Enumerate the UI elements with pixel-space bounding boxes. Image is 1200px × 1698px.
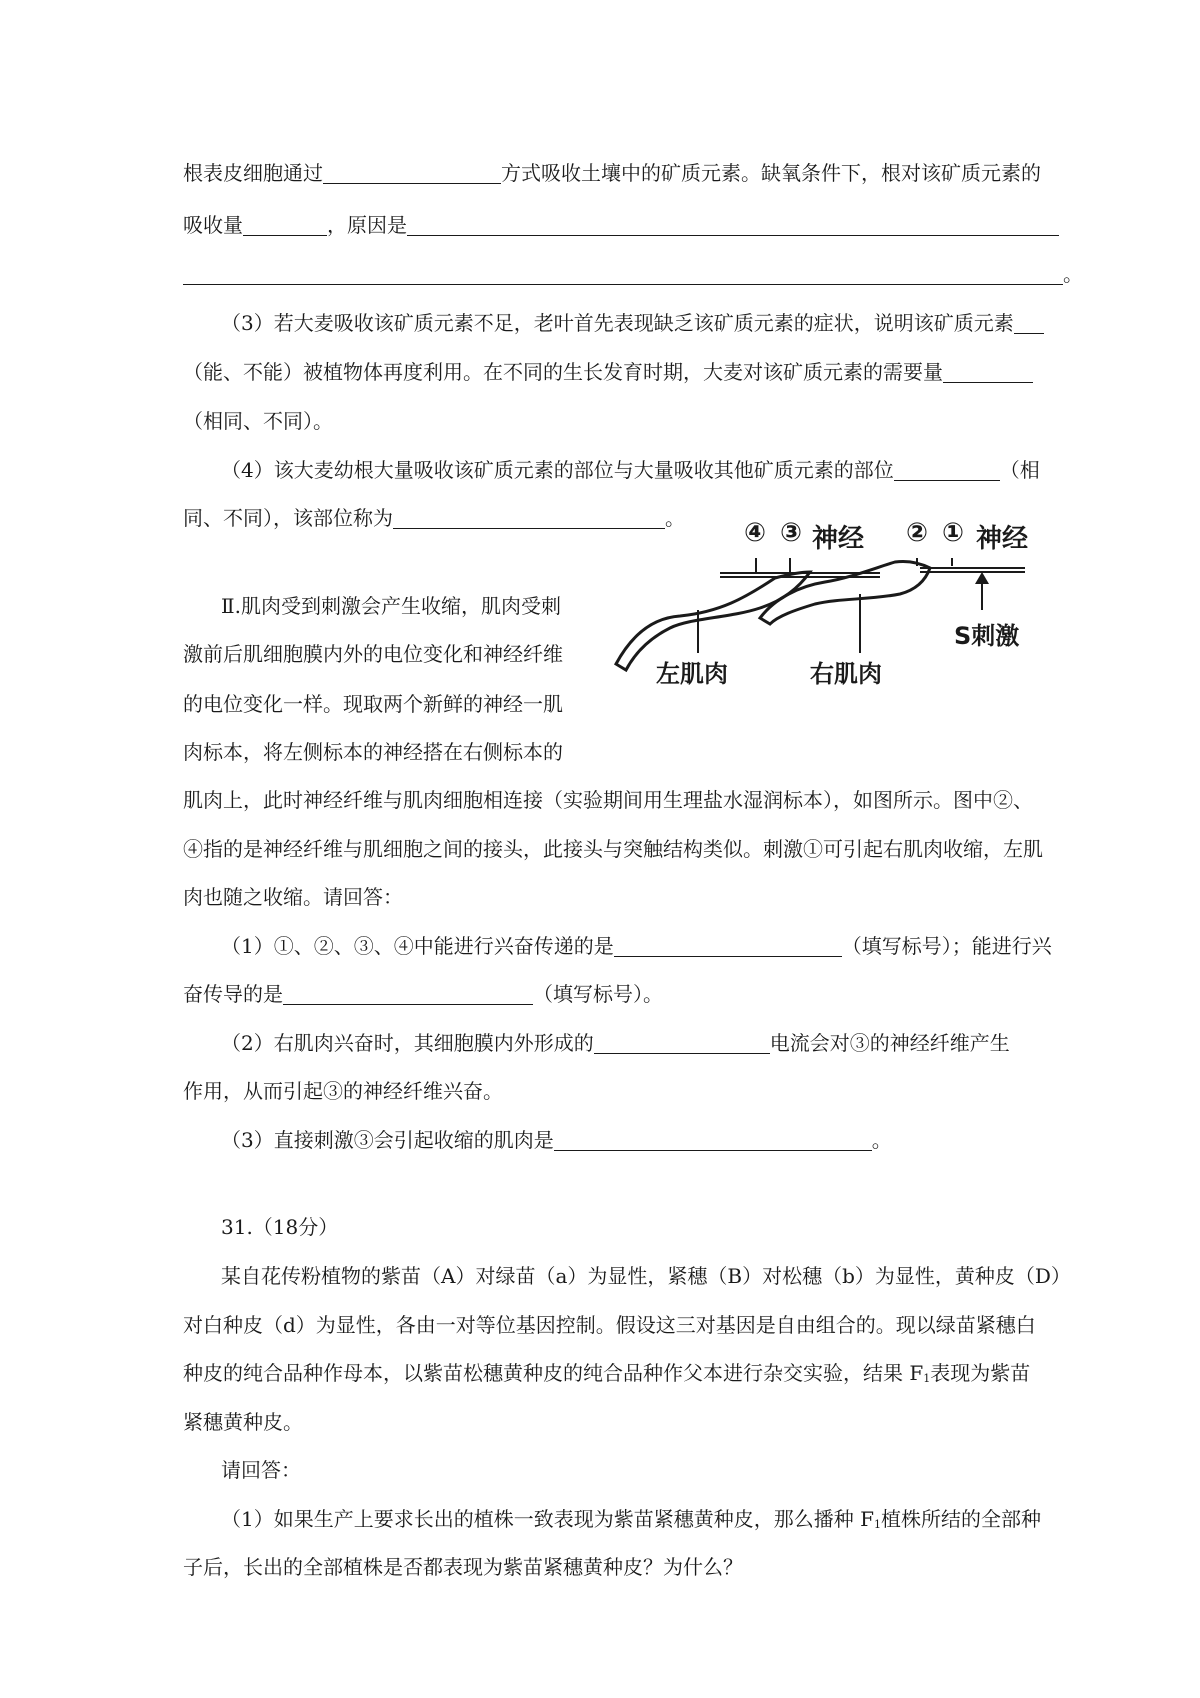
text: 。 (1063, 262, 1083, 286)
text: 激前后肌细胞膜内外的电位变化和神经纤维 (183, 642, 563, 666)
part2-q3-line-1 (221, 1126, 892, 1154)
q3-line-1 (221, 309, 1044, 337)
q31-line-4 (183, 1408, 303, 1436)
text: （相同、不同）。 (183, 409, 333, 433)
text: （3）直接刺激③会引起收缩的肌肉是 (221, 1128, 554, 1152)
q31-q1-line-2 (183, 1553, 743, 1581)
text: （1）如果生产上要求长出的植株一致表现为紫苗紧穗黄种皮，那么播种 F (221, 1507, 874, 1531)
answer-blank[interactable] (393, 508, 665, 529)
part2-intro-line-6 (183, 835, 1043, 863)
answer-blank[interactable] (894, 460, 1000, 481)
q3-line-3 (183, 407, 333, 435)
part2-intro-line-3 (183, 690, 563, 718)
q31-q1-line-1 (221, 1505, 1041, 1539)
answer-blank[interactable] (323, 163, 501, 184)
text: ，原因是 (327, 213, 407, 237)
text: 。 (665, 506, 685, 530)
diagram-label-3: ③ (780, 518, 803, 548)
part2-intro-line-1 (221, 592, 561, 620)
text: 对白种皮（d）为显性，各由一对等位基因控制。假设这三对基因是自由组合的。现以绿苗紧穗白 (183, 1313, 1036, 1337)
text: 肌肉上，此时神经纤维与肌肉细胞相连接（实验期间用生理盐水湿润标本），如图所示。图中②、 (183, 788, 1033, 812)
stimulus-arrow-head (975, 572, 989, 584)
text: 。 (871, 1128, 892, 1152)
text: 肉也随之收缩。请回答： (183, 885, 403, 909)
answer-blank[interactable] (943, 362, 1033, 383)
part2-intro-line-2 (183, 640, 563, 668)
text: 作用，从而引起③的神经纤维兴奋。 (183, 1079, 503, 1103)
text: ④指的是神经纤维与肌细胞之间的接头，此接头与突触结构类似。刺激①可引起右肌肉收缩，左肌 (183, 837, 1043, 861)
text: 的电位变化一样。现取两个新鲜的神经一肌 (183, 692, 563, 716)
q3-line-2 (183, 358, 1033, 386)
text: 奋传导的是 (183, 982, 283, 1006)
text: 植株所结的全部种 (880, 1507, 1041, 1531)
label-right-muscle: 右肌肉 (810, 660, 882, 688)
q31-header (221, 1213, 338, 1241)
answer-blank[interactable] (594, 1033, 770, 1054)
text: 子后，长出的全部植株是否都表现为紫苗紧穗黄种皮？为什么？ (183, 1555, 743, 1579)
text: （4）该大麦幼根大量吸收该矿质元素的部位与大量吸收其他矿质元素的部位 (221, 458, 894, 482)
part2-q2-line-2 (183, 1077, 503, 1105)
label-stimulus: S刺激 (954, 622, 1020, 650)
text: 方式吸收土壤中的矿质元素。缺氧条件下，根对该矿质元素的 (501, 161, 1041, 185)
part2-intro-line-5 (183, 786, 1033, 814)
answer-blank[interactable] (283, 984, 533, 1005)
q31-line-3 (183, 1359, 1030, 1393)
text: 种皮的纯合品种作母本，以紫苗松穗黄种皮的纯合品种作父本进行杂交实验，结果 F (183, 1361, 924, 1385)
q2-line-2 (183, 211, 1059, 239)
q31-line-1 (221, 1262, 1071, 1290)
text: （3）若大麦吸收该矿质元素不足，老叶首先表现缺乏该矿质元素的症状，说明该矿质元素 (221, 311, 1014, 335)
text: （能、不能）被植物体再度利用。在不同的生长发育时期，大麦对该矿质元素的需要量 (183, 360, 943, 384)
text: 请回答： (221, 1458, 301, 1482)
text: （2）右肌肉兴奋时，其细胞膜内外形成的 (221, 1031, 594, 1055)
part2-intro-line-4 (183, 738, 563, 766)
text: 31.（18分） (221, 1215, 339, 1239)
text: 表现为紫苗 (930, 1361, 1031, 1385)
subscript: 1 (873, 1518, 881, 1531)
diagram-label-nerve-left: 神经 (812, 524, 865, 554)
diagram-label-4: ④ (744, 518, 767, 548)
q4-line-1 (221, 456, 1040, 484)
q2-line-3 (183, 260, 1083, 288)
label-left-muscle: 左肌肉 (656, 660, 728, 688)
q31-line-2 (183, 1311, 1036, 1339)
answer-blank[interactable] (183, 264, 1063, 285)
text: 同、不同），该部位称为 (183, 506, 393, 530)
diagram-label-nerve-right: 神经 (976, 524, 1029, 554)
text: Ⅱ.肌肉受到刺激会产生收缩，肌肉受刺 (221, 594, 561, 618)
text: （1）①、②、③、④中能进行兴奋传递的是 (221, 934, 614, 958)
left-muscle-shape (616, 572, 810, 670)
answer-blank[interactable] (1014, 313, 1044, 334)
text: 电流会对③的神经纤维产生 (769, 1031, 1010, 1055)
text: 紧穗黄种皮。 (183, 1410, 303, 1434)
subscript: 1 (923, 1372, 931, 1385)
text: 肉标本，将左侧标本的神经搭在右侧标本的 (183, 740, 563, 764)
text: （相 (999, 458, 1040, 482)
part2-intro-line-7 (183, 883, 403, 911)
text: 某自花传粉植物的紫苗（A）对绿苗（a）为显性，紧穗（B）对松穗（b）为显性，黄种皮（D） (221, 1264, 1071, 1288)
diagram-label-2: ② (906, 518, 929, 548)
part2-q1-line-2 (183, 980, 663, 1008)
q4-line-2 (183, 504, 685, 532)
answer-blank[interactable] (243, 215, 327, 236)
diagram-label-1: ① (942, 518, 965, 548)
answer-blank[interactable] (614, 936, 842, 957)
nerve-muscle-diagram (610, 558, 1100, 718)
part2-q2-line-1 (221, 1029, 1010, 1057)
text: 根表皮细胞通过 (183, 161, 323, 185)
q31-prompt (221, 1456, 301, 1484)
text: （填写标号）；能进行兴 (841, 934, 1052, 958)
answer-blank[interactable] (407, 215, 1059, 236)
q2-line-1 (183, 159, 1041, 187)
text: （填写标号）。 (533, 982, 663, 1006)
answer-blank[interactable] (554, 1130, 872, 1151)
text: 吸收量 (183, 213, 243, 237)
part2-q1-line-1 (221, 932, 1052, 960)
right-muscle-shape (760, 561, 930, 624)
